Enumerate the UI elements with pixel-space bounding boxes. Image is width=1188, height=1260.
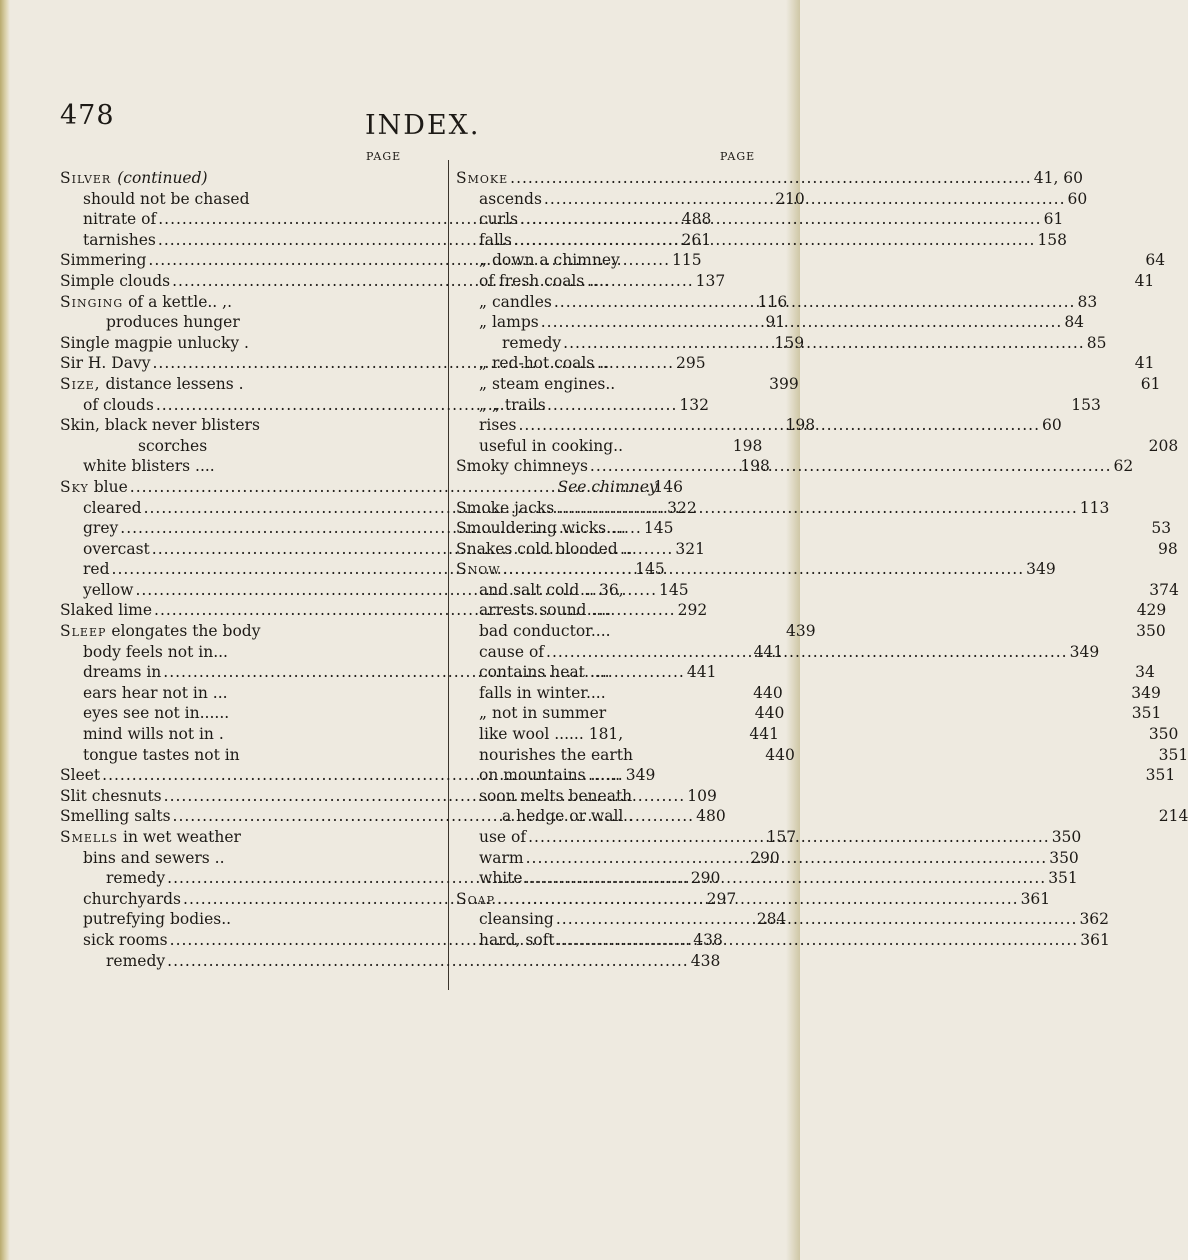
index-term: cleared <box>83 498 142 517</box>
index-term: white <box>479 869 523 888</box>
index-entry <box>456 271 1155 292</box>
index-term: on mountains ...... <box>479 766 621 785</box>
index-page-number: 322 <box>667 498 697 517</box>
index-term: arrests sound .... <box>479 601 612 620</box>
index-page-number: 61 <box>1043 210 1064 229</box>
index-term: Singing of a kettle.. ,. <box>60 292 233 311</box>
index-page-number: 321 <box>675 539 705 558</box>
leader-dots <box>497 889 1019 910</box>
index-term: like wool ...... 181, <box>479 725 624 744</box>
index-page-number: 480 <box>696 807 726 826</box>
index-term: Snakes cold blooded .. <box>456 539 633 558</box>
index-entry <box>456 662 1155 683</box>
index-term: Smoke <box>456 169 509 187</box>
index-page-number: 441 <box>753 642 784 661</box>
index-page-number: 350 <box>1051 828 1082 846</box>
page-binding-edge <box>0 0 10 1260</box>
index-entry <box>456 395 1101 416</box>
index-term: and salt cold .. 36, <box>479 580 624 599</box>
index-term: should not be chased <box>83 189 250 208</box>
index-entry <box>456 930 1110 951</box>
index-page-number: 83 <box>1077 292 1098 311</box>
index-page-number: 41 <box>1134 271 1155 290</box>
index-page-number: 214 <box>1158 807 1188 826</box>
index-page-number: 399 <box>769 374 799 393</box>
index-entry <box>456 539 1178 560</box>
leader-dots <box>541 312 1063 333</box>
index-term: nitrate of <box>83 210 157 229</box>
index-term: „ not in summer <box>479 704 607 723</box>
leader-dots <box>590 456 1112 477</box>
leader-dots <box>525 868 1047 889</box>
index-entry <box>456 353 1155 374</box>
index-page-number: 62 <box>1113 457 1134 476</box>
index-page-number: 295 <box>676 354 706 373</box>
index-page-number: 208 <box>1148 436 1179 455</box>
index-page-number: 440 <box>754 704 785 723</box>
index-term: mind wills not in . <box>83 725 224 744</box>
index-page-number: 198 <box>740 457 770 476</box>
index-page-number: 438 <box>693 930 723 949</box>
index-page-number: 159 <box>774 333 805 352</box>
leader-dots <box>544 189 1066 210</box>
index-page-number: 145 <box>659 580 689 599</box>
index-term: ascends <box>479 189 542 208</box>
index-term: „ steam engines.. <box>479 374 616 393</box>
index-page-number: 350 <box>1148 725 1179 744</box>
index-term: Sleet <box>60 766 101 785</box>
index-entry <box>456 209 1064 230</box>
index-entry <box>456 889 1051 910</box>
index-note: (continued) <box>117 169 208 187</box>
index-term: ears hear not in ... <box>83 683 228 702</box>
index-page-number: 132 <box>679 395 709 414</box>
index-term: Simple clouds <box>60 271 171 290</box>
leader-dots <box>503 559 1025 580</box>
index-page-number: 351 <box>1131 704 1162 723</box>
index-term: curls <box>479 210 518 229</box>
index-page-number: 198 <box>732 436 763 455</box>
index-term: „ candles <box>479 292 552 311</box>
index-entry <box>456 559 1056 580</box>
index-page-number: 290 <box>690 869 721 888</box>
index-term: Smelling salts <box>60 807 171 826</box>
index-term: warm <box>479 848 524 867</box>
index-page-number: 261 <box>681 230 712 249</box>
index-page-number: 290 <box>750 848 780 867</box>
index-entry <box>456 518 1172 539</box>
left-column-heading: PAGE <box>366 150 402 163</box>
index-term: putrefying bodies.. <box>83 910 232 929</box>
leader-dots <box>518 415 1040 436</box>
index-term: a hedge or wall . <box>502 807 634 826</box>
index-entry <box>60 951 721 972</box>
index-page-number: 158 <box>1037 230 1068 249</box>
index-term: Smells in wet weather <box>60 828 241 846</box>
index-term: Silver <box>60 169 112 187</box>
index-page-number: 349 <box>1131 683 1161 702</box>
index-term: dreams in <box>83 663 162 682</box>
index-term: bad conductor.... <box>479 622 611 641</box>
index-term: soon melts beneath <box>479 786 633 805</box>
index-page-number: 137 <box>695 271 726 290</box>
index-term: useful in cooking.. <box>479 436 624 455</box>
index-page-number: 297 <box>706 889 737 908</box>
index-term: yellow <box>83 580 134 599</box>
index-entry <box>456 477 762 498</box>
index-term: Slit chesnuts <box>60 786 162 805</box>
index-page-number: 350 <box>1136 622 1166 641</box>
index-entry <box>456 230 1068 251</box>
index-term: tongue tastes not in <box>83 745 240 764</box>
index-page-number: 284 <box>756 910 787 929</box>
index-page-number: 351 <box>1158 745 1188 764</box>
index-term: cleansing <box>479 910 554 929</box>
index-term: falls <box>479 230 512 249</box>
index-page-number: 61 <box>1140 374 1161 393</box>
index-page-number: 350 <box>1049 848 1079 867</box>
index-term: Sir H. Davy <box>60 354 151 373</box>
index-term: Sleep elongates the body <box>60 622 261 641</box>
index-term: „ down a chimney <box>479 251 620 270</box>
index-entry <box>456 786 762 807</box>
index-page-number: 41, 60 <box>1033 169 1084 187</box>
index-page-number: 153 <box>1071 395 1101 414</box>
leader-dots <box>554 292 1076 313</box>
index-page-number: 60 <box>1042 416 1062 435</box>
index-entry <box>60 168 436 189</box>
index-entry <box>456 456 1134 477</box>
index-term: Soap <box>456 889 495 908</box>
index-term: rises <box>479 416 517 435</box>
index-term: „ red-hot coals .. <box>479 354 610 373</box>
index-page-number: 145 <box>635 560 665 579</box>
leader-dots <box>528 827 1050 848</box>
index-page-number: 440 <box>753 683 783 702</box>
index-page-number: 210 <box>775 189 805 208</box>
index-page-number: 349 <box>625 766 656 785</box>
index-page-number: 85 <box>1086 333 1107 352</box>
index-page-number: 361 <box>1020 889 1051 908</box>
index-entry <box>456 765 1176 786</box>
index-entry <box>456 436 1179 457</box>
index-page-number: 146 <box>653 477 683 496</box>
index-page-number: 34 <box>1135 663 1155 682</box>
leader-dots <box>556 498 1078 519</box>
index-term: Sky blue <box>60 477 128 496</box>
index-page-number: 98 <box>1158 539 1178 558</box>
index-term: Smoky chimneys <box>456 457 588 476</box>
index-page-number: 439 <box>786 622 816 641</box>
index-page-number: 53 <box>1151 519 1172 538</box>
index-term: cause of <box>479 642 545 661</box>
index-page-number: 198 <box>785 416 816 435</box>
index-page-number: 115 <box>672 251 702 270</box>
index-term: Smouldering wicks.... <box>456 519 626 538</box>
index-term: hard, soft <box>479 930 555 949</box>
leader-dots <box>514 230 1036 251</box>
index-page-number: 109 <box>687 786 717 805</box>
index-page-number: 157 <box>766 828 797 846</box>
index-entry <box>456 580 1179 601</box>
index-term: body feels not in... <box>83 642 228 661</box>
index-term: remedy <box>502 333 562 352</box>
leader-dots <box>520 209 1042 230</box>
index-page-number: 362 <box>1079 910 1110 929</box>
index-page-number: 488 <box>681 210 712 229</box>
index-page-number: 145 <box>643 519 674 538</box>
index-page-number: 64 <box>1145 251 1166 270</box>
leader-dots <box>563 333 1085 354</box>
index-term: red <box>83 560 110 579</box>
index-term: remedy <box>106 869 166 888</box>
leader-dots <box>546 642 1068 663</box>
index-page-number: 116 <box>757 292 788 311</box>
index-term: Single magpie unlucky . <box>60 333 249 352</box>
index-page-number: 351 <box>1145 766 1176 785</box>
index-term: bins and sewers .. <box>83 848 225 867</box>
index-term: use of <box>479 828 527 846</box>
index-term: Simmering <box>60 251 147 270</box>
index-entry <box>456 868 1078 889</box>
index-term: falls in winter.... <box>479 683 606 702</box>
index-entry <box>456 498 1110 519</box>
index-term: Snow <box>456 560 501 579</box>
index-term: white blisters .... <box>83 457 215 476</box>
index-term: sick rooms <box>83 930 168 949</box>
index-entry <box>456 168 1084 189</box>
index-page-number: 441 <box>686 663 717 682</box>
index-term: tarnishes <box>83 230 156 249</box>
index-page-number: 292 <box>677 601 708 620</box>
index-page-number: 113 <box>1079 498 1110 517</box>
index-page-number: 441 <box>749 725 779 744</box>
index-term: contains heat .... <box>479 663 610 682</box>
index-term: churchyards <box>83 889 182 908</box>
index-page-number: 374 <box>1149 580 1179 599</box>
index-term: scorches <box>138 436 208 455</box>
index-entry <box>456 250 1166 271</box>
index-page-number: 60 <box>1067 189 1088 208</box>
index-term: Slaked lime <box>60 601 153 620</box>
page-number: 478 <box>60 100 115 131</box>
index-term: „ „ trails <box>479 395 546 414</box>
index-term: „ lamps <box>479 313 539 332</box>
index-page-number: 41 <box>1134 354 1155 373</box>
index-page-number: 349 <box>1069 642 1100 661</box>
index-page-number: 438 <box>690 951 721 970</box>
index-term: eyes see not in...... <box>83 704 230 723</box>
index-term: nourishes the earth <box>479 745 634 764</box>
index-term: See chimney. <box>557 477 661 496</box>
index-term: Smoke jacks <box>456 498 555 517</box>
index-page-number: 429 <box>1136 601 1167 620</box>
index-term: grey <box>83 519 119 538</box>
leader-dots <box>556 909 1078 930</box>
leader-dots <box>526 848 1048 869</box>
page-title: INDEX. <box>365 110 481 141</box>
index-entry <box>456 600 1167 621</box>
index-term: overcast <box>83 539 150 558</box>
index-term: Size, distance lessens . <box>60 374 244 393</box>
leader-dots <box>167 951 689 972</box>
index-term: of clouds <box>83 395 154 414</box>
index-term: remedy <box>106 951 166 970</box>
leader-dots <box>557 930 1079 951</box>
index-page-number: 440 <box>765 745 795 764</box>
right-column-heading: PAGE <box>720 150 756 163</box>
index-page-number: 91 <box>765 313 786 332</box>
index-page-number: 361 <box>1080 930 1110 949</box>
index-term: of fresh coals .... <box>479 271 609 290</box>
index-page-number: 351 <box>1048 869 1078 888</box>
index-page-number: 349 <box>1026 560 1056 579</box>
index-entry <box>456 806 1188 827</box>
index-page-number: 84 <box>1064 313 1085 332</box>
leader-dots <box>510 168 1032 189</box>
index-term: Skin, black never blisters <box>60 416 260 435</box>
index-term: produces hunger <box>106 313 240 332</box>
